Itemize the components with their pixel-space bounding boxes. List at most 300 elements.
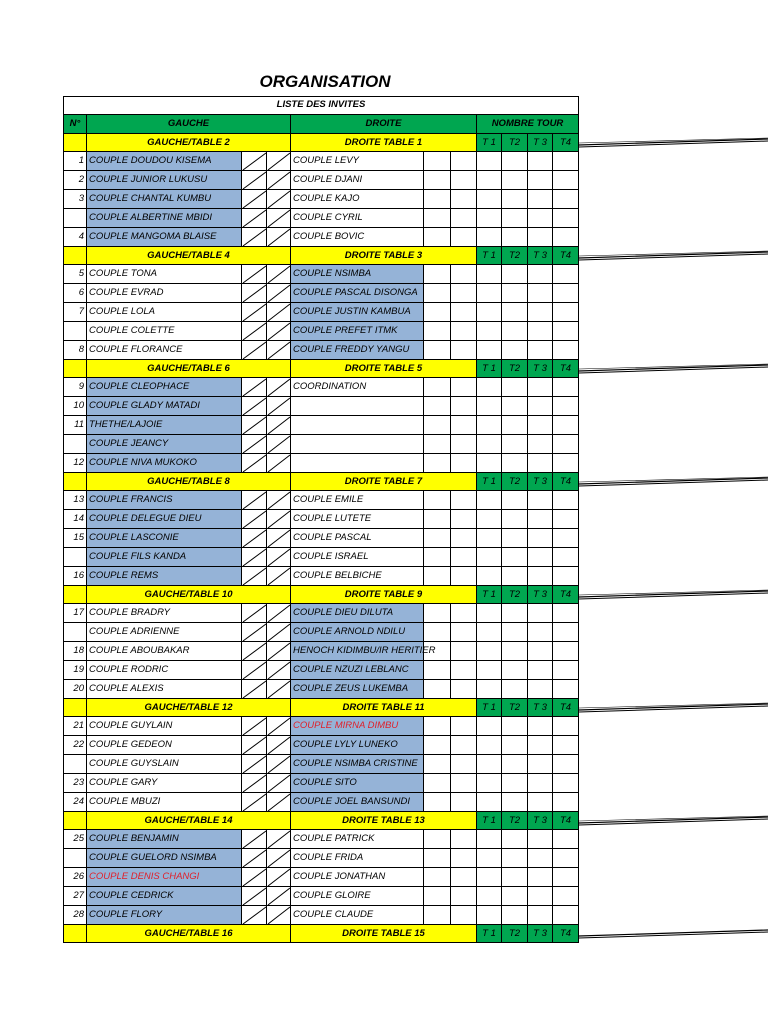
turn-check-cell[interactable] xyxy=(502,717,528,736)
turn-check-cell[interactable] xyxy=(502,190,528,209)
turn-check-cell[interactable] xyxy=(477,152,502,171)
turn-header-4: T4 xyxy=(553,699,579,717)
guest-left: COUPLE RODRIC xyxy=(87,661,242,680)
guest-right xyxy=(291,397,424,416)
extra-cell xyxy=(424,510,451,529)
section-num-blank xyxy=(63,586,87,604)
turn-check-cell[interactable] xyxy=(477,830,502,849)
turn-header-3: T 3 xyxy=(528,473,553,491)
turn-check-cell[interactable] xyxy=(528,567,553,586)
turn-header-1: T 1 xyxy=(477,473,502,491)
slash-cell xyxy=(267,642,291,661)
extra-cell xyxy=(451,171,477,190)
turn-check-cell[interactable] xyxy=(528,680,553,699)
turn-check-cell[interactable] xyxy=(528,322,553,341)
turn-check-cell[interactable] xyxy=(553,265,579,284)
slash-cell xyxy=(242,736,267,755)
turn-check-cell[interactable] xyxy=(528,416,553,435)
extra-cell xyxy=(424,774,451,793)
extra-cell xyxy=(451,717,477,736)
turn-header-1: T 1 xyxy=(477,360,502,378)
section-num-blank xyxy=(63,925,87,943)
row-number xyxy=(63,548,87,567)
extra-cell xyxy=(424,736,451,755)
turn-check-cell[interactable] xyxy=(502,906,528,925)
row-number: 2 xyxy=(63,171,87,190)
guest-right: COUPLE LUTETE xyxy=(291,510,424,529)
turn-check-cell[interactable] xyxy=(528,435,553,454)
slash-cell xyxy=(242,303,267,322)
slash-cell xyxy=(242,830,267,849)
turn-check-cell[interactable] xyxy=(528,755,553,774)
turn-check-cell[interactable] xyxy=(528,604,553,623)
turn-check-cell[interactable] xyxy=(502,529,528,548)
turn-header-1: T 1 xyxy=(477,812,502,830)
turn-check-cell[interactable] xyxy=(553,510,579,529)
turn-check-cell[interactable] xyxy=(477,435,502,454)
turn-check-cell[interactable] xyxy=(553,793,579,812)
guest-left: THETHE/LAJOIE xyxy=(87,416,242,435)
guest-left: COUPLE REMS xyxy=(87,567,242,586)
guest-right: COUPLE JUSTIN KAMBUA xyxy=(291,303,424,322)
guest-left: COUPLE MBUZI xyxy=(87,793,242,812)
turn-check-cell[interactable] xyxy=(553,642,579,661)
slash-cell xyxy=(267,454,291,473)
guest-right: HENOCH KIDIMBU/IR HERITIER xyxy=(291,642,424,661)
row-number: 25 xyxy=(63,830,87,849)
turn-check-cell[interactable] xyxy=(528,868,553,887)
guest-right xyxy=(291,435,424,454)
turn-check-cell[interactable] xyxy=(502,397,528,416)
row-number: 1 xyxy=(63,152,87,171)
extra-cell xyxy=(424,548,451,567)
slash-cell xyxy=(267,774,291,793)
turn-check-cell[interactable] xyxy=(528,906,553,925)
turn-check-cell[interactable] xyxy=(528,830,553,849)
turn-check-cell[interactable] xyxy=(553,887,579,906)
turn-check-cell[interactable] xyxy=(528,887,553,906)
turn-check-cell[interactable] xyxy=(528,661,553,680)
turn-check-cell[interactable] xyxy=(553,661,579,680)
row-number: 4 xyxy=(63,228,87,247)
turn-check-cell[interactable] xyxy=(477,510,502,529)
turn-check-cell[interactable] xyxy=(502,435,528,454)
turn-check-cell[interactable] xyxy=(502,303,528,322)
turn-check-cell[interactable] xyxy=(528,284,553,303)
guest-right: COUPLE ZEUS LUKEMBA xyxy=(291,680,424,699)
turn-check-cell[interactable] xyxy=(502,774,528,793)
turn-check-cell[interactable] xyxy=(553,378,579,397)
turn-check-cell[interactable] xyxy=(528,510,553,529)
turn-check-cell[interactable] xyxy=(477,887,502,906)
turn-check-cell[interactable] xyxy=(553,171,579,190)
extra-cell xyxy=(424,642,451,661)
turn-check-cell[interactable] xyxy=(502,341,528,360)
pen-stroke xyxy=(579,363,768,375)
turn-check-cell[interactable] xyxy=(528,209,553,228)
slash-cell xyxy=(242,190,267,209)
turn-check-cell[interactable] xyxy=(477,642,502,661)
turn-check-cell[interactable] xyxy=(553,868,579,887)
extra-cell xyxy=(451,190,477,209)
turn-check-cell[interactable] xyxy=(553,529,579,548)
turn-check-cell[interactable] xyxy=(553,322,579,341)
turn-check-cell[interactable] xyxy=(528,774,553,793)
turn-check-cell[interactable] xyxy=(502,680,528,699)
guest-left: COUPLE GARY xyxy=(87,774,242,793)
turn-check-cell[interactable] xyxy=(502,793,528,812)
guest-right: COUPLE CYRIL xyxy=(291,209,424,228)
guest-left: COUPLE ABOUBAKAR xyxy=(87,642,242,661)
section-num-blank xyxy=(63,247,87,265)
turn-header-4: T4 xyxy=(553,247,579,265)
extra-cell xyxy=(424,341,451,360)
guest-right: COUPLE DIEU DILUTA xyxy=(291,604,424,623)
turn-check-cell[interactable] xyxy=(528,303,553,322)
turn-check-cell[interactable] xyxy=(502,548,528,567)
section-gauche-label: GAUCHE/TABLE 16 xyxy=(87,925,291,943)
turn-check-cell[interactable] xyxy=(477,416,502,435)
guest-left: COUPLE CHANTAL KUMBU xyxy=(87,190,242,209)
turn-check-cell[interactable] xyxy=(477,680,502,699)
turn-check-cell[interactable] xyxy=(528,548,553,567)
turn-check-cell[interactable] xyxy=(528,717,553,736)
slash-cell xyxy=(267,849,291,868)
extra-cell xyxy=(424,849,451,868)
turn-check-cell[interactable] xyxy=(528,171,553,190)
row-number xyxy=(63,623,87,642)
extra-cell xyxy=(451,680,477,699)
guest-left: COUPLE DELEGUE DIEU xyxy=(87,510,242,529)
guest-left: COUPLE LASCONIE xyxy=(87,529,242,548)
turn-check-cell[interactable] xyxy=(502,491,528,510)
slash-cell xyxy=(242,567,267,586)
row-number: 12 xyxy=(63,454,87,473)
turn-check-cell[interactable] xyxy=(502,830,528,849)
turn-check-cell[interactable] xyxy=(502,623,528,642)
turn-check-cell[interactable] xyxy=(528,849,553,868)
turn-check-cell[interactable] xyxy=(553,284,579,303)
turn-check-cell[interactable] xyxy=(502,868,528,887)
turn-check-cell[interactable] xyxy=(528,378,553,397)
turn-check-cell[interactable] xyxy=(477,548,502,567)
section-droite-label: DROITE TABLE 9 xyxy=(291,586,477,604)
turn-check-cell[interactable] xyxy=(502,416,528,435)
turn-check-cell[interactable] xyxy=(502,736,528,755)
turn-check-cell[interactable] xyxy=(553,623,579,642)
guest-left: COUPLE DENIS CHANGI xyxy=(87,868,242,887)
slash-cell xyxy=(267,604,291,623)
turn-check-cell[interactable] xyxy=(553,906,579,925)
turn-check-cell[interactable] xyxy=(477,378,502,397)
row-number: 10 xyxy=(63,397,87,416)
extra-cell xyxy=(451,322,477,341)
turn-check-cell[interactable] xyxy=(502,755,528,774)
pen-stroke xyxy=(579,476,768,488)
row-number: 20 xyxy=(63,680,87,699)
turn-check-cell[interactable] xyxy=(502,661,528,680)
turn-check-cell[interactable] xyxy=(553,548,579,567)
slash-cell xyxy=(267,680,291,699)
section-droite-label: DROITE TABLE 11 xyxy=(291,699,477,717)
row-number: 3 xyxy=(63,190,87,209)
section-gauche-label: GAUCHE/TABLE 14 xyxy=(87,812,291,830)
guest-left: COUPLE FILS KANDA xyxy=(87,548,242,567)
turn-check-cell[interactable] xyxy=(477,736,502,755)
turn-header-1: T 1 xyxy=(477,699,502,717)
slash-cell xyxy=(267,755,291,774)
slash-cell xyxy=(242,887,267,906)
turn-check-cell[interactable] xyxy=(502,510,528,529)
turn-check-cell[interactable] xyxy=(553,435,579,454)
slash-cell xyxy=(242,849,267,868)
turn-check-cell[interactable] xyxy=(477,717,502,736)
guest-left: COUPLE FLORY xyxy=(87,906,242,925)
extra-cell xyxy=(451,604,477,623)
turn-check-cell[interactable] xyxy=(477,774,502,793)
turn-check-cell[interactable] xyxy=(553,303,579,322)
guest-right: COUPLE SITO xyxy=(291,774,424,793)
guest-left: COUPLE BENJAMIN xyxy=(87,830,242,849)
turn-check-cell[interactable] xyxy=(477,491,502,510)
guest-left: COUPLE NIVA MUKOKO xyxy=(87,454,242,473)
turn-check-cell[interactable] xyxy=(528,190,553,209)
row-number: 11 xyxy=(63,416,87,435)
turn-header-4: T4 xyxy=(553,586,579,604)
turn-check-cell[interactable] xyxy=(528,397,553,416)
slash-cell xyxy=(267,567,291,586)
turn-check-cell[interactable] xyxy=(528,491,553,510)
slash-cell xyxy=(267,378,291,397)
turn-check-cell[interactable] xyxy=(502,378,528,397)
turn-header-2: T2 xyxy=(502,925,528,943)
extra-cell xyxy=(451,736,477,755)
guest-left: COUPLE JEANCY xyxy=(87,435,242,454)
turn-check-cell[interactable] xyxy=(528,228,553,247)
extra-cell xyxy=(451,642,477,661)
row-number: 16 xyxy=(63,567,87,586)
section-gauche-label: GAUCHE/TABLE 4 xyxy=(87,247,291,265)
turn-check-cell[interactable] xyxy=(477,567,502,586)
turn-check-cell[interactable] xyxy=(502,152,528,171)
row-number xyxy=(63,322,87,341)
extra-cell xyxy=(424,265,451,284)
guest-left: COUPLE COLETTE xyxy=(87,322,242,341)
slash-cell xyxy=(267,906,291,925)
guest-left: COUPLE FLORANCE xyxy=(87,341,242,360)
extra-cell xyxy=(451,435,477,454)
turn-check-cell[interactable] xyxy=(477,906,502,925)
turn-check-cell[interactable] xyxy=(528,529,553,548)
turn-check-cell[interactable] xyxy=(502,265,528,284)
turn-check-cell[interactable] xyxy=(477,190,502,209)
turn-check-cell[interactable] xyxy=(553,209,579,228)
guest-right: COUPLE PASCAL DISONGA xyxy=(291,284,424,303)
turn-check-cell[interactable] xyxy=(502,228,528,247)
turn-check-cell[interactable] xyxy=(477,604,502,623)
turn-check-cell[interactable] xyxy=(502,604,528,623)
turn-check-cell[interactable] xyxy=(477,868,502,887)
turn-check-cell[interactable] xyxy=(477,284,502,303)
turn-check-cell[interactable] xyxy=(553,416,579,435)
row-number: 23 xyxy=(63,774,87,793)
turn-check-cell[interactable] xyxy=(528,642,553,661)
turn-check-cell[interactable] xyxy=(553,755,579,774)
turn-check-cell[interactable] xyxy=(477,529,502,548)
slash-cell xyxy=(267,830,291,849)
turn-check-cell[interactable] xyxy=(553,774,579,793)
turn-check-cell[interactable] xyxy=(553,680,579,699)
turn-check-cell[interactable] xyxy=(477,623,502,642)
turn-header-3: T 3 xyxy=(528,925,553,943)
turn-check-cell[interactable] xyxy=(502,849,528,868)
section-gauche-label: GAUCHE/TABLE 12 xyxy=(87,699,291,717)
turn-check-cell[interactable] xyxy=(502,322,528,341)
slash-cell xyxy=(242,322,267,341)
slash-cell xyxy=(267,303,291,322)
guest-left: COUPLE MANGOMA BLAISE xyxy=(87,228,242,247)
pen-stroke xyxy=(579,137,768,149)
turn-check-cell[interactable] xyxy=(502,209,528,228)
section-droite-label: DROITE TABLE 15 xyxy=(291,925,477,943)
extra-cell xyxy=(424,454,451,473)
extra-cell xyxy=(451,849,477,868)
guest-right: COUPLE EMILE xyxy=(291,491,424,510)
slash-cell xyxy=(267,529,291,548)
turn-check-cell[interactable] xyxy=(502,284,528,303)
turn-check-cell[interactable] xyxy=(477,454,502,473)
guest-left: COUPLE ALBERTINE MBIDI xyxy=(87,209,242,228)
turn-check-cell[interactable] xyxy=(528,454,553,473)
turn-check-cell[interactable] xyxy=(477,661,502,680)
turn-check-cell[interactable] xyxy=(477,171,502,190)
turn-check-cell[interactable] xyxy=(528,736,553,755)
turn-check-cell[interactable] xyxy=(553,604,579,623)
slash-cell xyxy=(242,868,267,887)
slash-cell xyxy=(242,152,267,171)
extra-cell xyxy=(424,717,451,736)
slash-cell xyxy=(267,887,291,906)
row-number: 22 xyxy=(63,736,87,755)
slash-cell xyxy=(267,397,291,416)
turn-check-cell[interactable] xyxy=(502,567,528,586)
turn-check-cell[interactable] xyxy=(553,717,579,736)
pen-stroke xyxy=(579,702,768,714)
turn-check-cell[interactable] xyxy=(553,491,579,510)
row-number: 8 xyxy=(63,341,87,360)
guest-right: COORDINATION xyxy=(291,378,424,397)
turn-check-cell[interactable] xyxy=(553,849,579,868)
turn-check-cell[interactable] xyxy=(553,228,579,247)
turn-check-cell[interactable] xyxy=(477,209,502,228)
turn-check-cell[interactable] xyxy=(553,190,579,209)
row-number: 15 xyxy=(63,529,87,548)
section-gauche-label: GAUCHE/TABLE 8 xyxy=(87,473,291,491)
slash-cell xyxy=(242,228,267,247)
extra-cell xyxy=(451,265,477,284)
guest-left: COUPLE GUYLAIN xyxy=(87,717,242,736)
extra-cell xyxy=(451,341,477,360)
extra-cell xyxy=(451,774,477,793)
slash-cell xyxy=(242,529,267,548)
turn-check-cell[interactable] xyxy=(477,228,502,247)
turn-check-cell[interactable] xyxy=(528,341,553,360)
slash-cell xyxy=(242,661,267,680)
turn-check-cell[interactable] xyxy=(477,303,502,322)
extra-cell xyxy=(451,284,477,303)
slash-cell xyxy=(267,793,291,812)
turn-check-cell[interactable] xyxy=(477,341,502,360)
turn-check-cell[interactable] xyxy=(528,152,553,171)
slash-cell xyxy=(267,265,291,284)
turn-check-cell[interactable] xyxy=(477,265,502,284)
slash-cell xyxy=(267,435,291,454)
row-number xyxy=(63,849,87,868)
turn-check-cell[interactable] xyxy=(502,454,528,473)
turn-header-2: T2 xyxy=(502,473,528,491)
turn-check-cell[interactable] xyxy=(553,454,579,473)
turn-check-cell[interactable] xyxy=(502,171,528,190)
extra-cell xyxy=(424,491,451,510)
extra-cell xyxy=(424,830,451,849)
row-number xyxy=(63,209,87,228)
turn-check-cell[interactable] xyxy=(477,849,502,868)
slash-cell xyxy=(242,341,267,360)
guest-right xyxy=(291,416,424,435)
extra-cell xyxy=(451,868,477,887)
slash-cell xyxy=(267,548,291,567)
guest-right: COUPLE MIRNA DIMBU xyxy=(291,717,424,736)
header-nombre-tour: NOMBRE TOUR xyxy=(477,115,579,134)
turn-check-cell[interactable] xyxy=(477,322,502,341)
turn-header-1: T 1 xyxy=(477,586,502,604)
turn-check-cell[interactable] xyxy=(477,793,502,812)
turn-header-3: T 3 xyxy=(528,134,553,152)
slash-cell xyxy=(267,190,291,209)
turn-header-3: T 3 xyxy=(528,699,553,717)
turn-check-cell[interactable] xyxy=(553,830,579,849)
extra-cell xyxy=(424,322,451,341)
section-droite-label: DROITE TABLE 5 xyxy=(291,360,477,378)
extra-cell xyxy=(424,209,451,228)
turn-header-1: T 1 xyxy=(477,925,502,943)
header-num: N° xyxy=(63,115,87,134)
turn-header-1: T 1 xyxy=(477,247,502,265)
slash-cell xyxy=(242,774,267,793)
turn-check-cell[interactable] xyxy=(553,567,579,586)
turn-check-cell[interactable] xyxy=(477,397,502,416)
slash-cell xyxy=(242,717,267,736)
slash-cell xyxy=(267,171,291,190)
turn-check-cell[interactable] xyxy=(553,341,579,360)
header-gauche: GAUCHE xyxy=(87,115,291,134)
turn-check-cell[interactable] xyxy=(477,755,502,774)
slash-cell xyxy=(267,661,291,680)
slash-cell xyxy=(242,604,267,623)
turn-check-cell[interactable] xyxy=(502,887,528,906)
turn-check-cell[interactable] xyxy=(502,642,528,661)
turn-check-cell[interactable] xyxy=(528,623,553,642)
slash-cell xyxy=(267,623,291,642)
extra-cell xyxy=(424,755,451,774)
turn-check-cell[interactable] xyxy=(528,793,553,812)
turn-check-cell[interactable] xyxy=(528,265,553,284)
turn-check-cell[interactable] xyxy=(553,736,579,755)
turn-check-cell[interactable] xyxy=(553,152,579,171)
slash-cell xyxy=(242,906,267,925)
turn-check-cell[interactable] xyxy=(553,397,579,416)
slash-cell xyxy=(242,171,267,190)
